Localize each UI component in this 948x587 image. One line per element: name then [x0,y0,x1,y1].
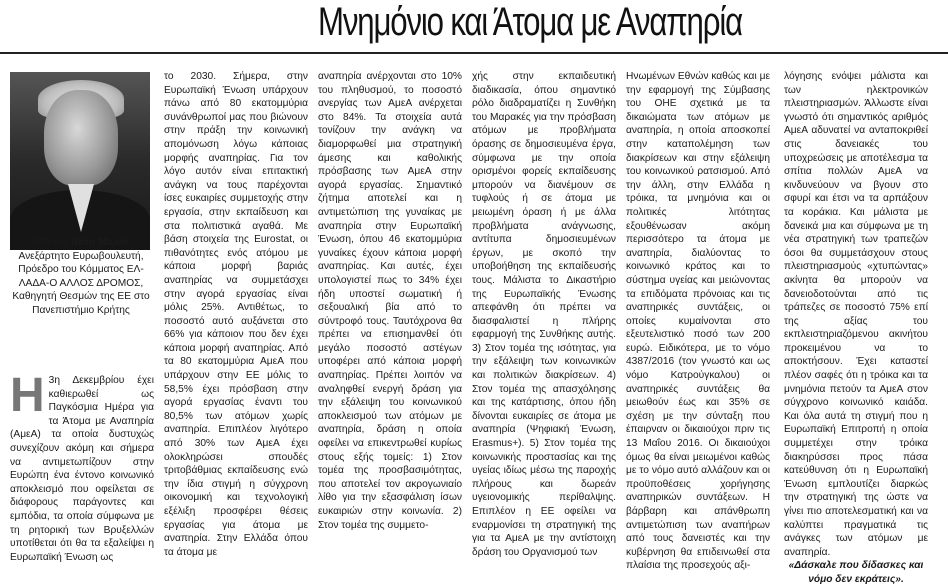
article-column-4 [472,70,616,577]
author-name: Νότη Μαριά [71,237,128,248]
byline-prefix: Από τον [31,237,72,248]
author-photo [10,72,150,232]
closing-motto: «Δάσκαλε που δίδασκες και νόμο δεν εκράτεις». [788,560,924,585]
drop-cap: Η [10,369,45,422]
column-1-text: 3η Δεκεμβρίου έχει καθιερωθεί ως Παγκόσμια Ημέρα για τα Άτομα με Αναπηρία (ΑμεΑ) τα οποία δυστυχώς συνεχίζουν ακόμη και σήμερα να αντιμετωπίζουν στην Ευρώπη ένα έντονο κοινωνικό αποκλεισμό που οφείλεται σε διάφορους παράγοντες και εμπόδια, τα οποία σύμφωνα με τη ρητορική των Βρυξελλών υποτίθεται ότι θα τα εξαλείψει η Ευρωπαϊκή Ένωση ως [10,375,154,563]
column-4-text: χής στην εκπαιδευτική διαδικασία, όπου σημαντικό ρόλο διαδραματίζει η Συνθήκη του Μαρακές για την πρόσβαση ατόμων με προβλήματα όρασης σε δημοσιευμένα έργα, σύμφωνα με την οποία ορισμένοι φορείς εκπαίδευσης μπορούν να διανέμουν σε τυφλούς ή σε άτομα με μειωμένη όραση ή με άλλα προβλήματα ανάγνωσης, αντίτυπα δημοσιευμένων έργων, με σκοπό την υποβοήθηση της εκπαίδευσής τους. Μάλιστα το Δικαστήριο της Ευρωπαϊκής Ένωσης απεφάνθη ότι πρέπει να διασφαλιστεί η πλήρης εφαρμογή της Συνθήκης αυτής. 3) Στον τομέα της ισότητας, για την εξάλειψη των κοινωνικών και πολιτικών διακρίσεων. 4) Στον τομέα της απασχόλησης και της κατάρτισης, όπου ήδη δίνονται ευκαιρίες σε άτομα με αναπηρία (Ψηφιακή Ένωση, Erasmus+). 5) Στον τομέα της κοινωνικής προστασίας και της υγείας ιδίως μέσω της παροχής πλήρους και δωρεάν υγειονομικής περίθαλψης. Επιπλέον η ΕΕ οφείλει να εναρμονίσει τη στρατηγική της για τα ΑμεΑ με την αντίστοιχη δράση του Οργανισμού των [472,71,616,558]
title-rule [0,52,948,54]
byline [8,236,154,318]
byline-rest: , Ανεξάρτητο Ευρωβουλευτή, Πρόεδρο του Κόμματος ΕΛ-ΛΑΔΑ-Ο ΑΛΛΟΣ ΔΡΟΜΟΣ, Καθηγητή Θεσμών της ΕΕ στο Πανεπιστήμιο Κρήτης [12,237,150,316]
article-column-6 [784,70,928,585]
article-title: Μνημόνιο και Άτομα με Αναπηρία [318,0,742,44]
article-column-3 [318,70,462,577]
column-3-text: αναπηρία ανέρχονται στο 10% του πληθυσμού, το ποσοστό ανεργίας των ΑμεΑ ανέρχεται στο 84%. Τα στοιχεία αυτά τονίζουν την ανάγκη να διαμορφωθεί μια στρατηγική άμεσης και καθολικής πρόσβασης των ΑμεΑ στην αγορά εργασίας. Σημαντικό ζήτημα αποτελεί και η αντιμετώπιση της γυναίκας με αναπηρία στην Ευρωπαϊκή Ένωση, όπου 46 εκατομμύρια γυναίκες έχουν κάποια μορφή αναπηρίας. Και αυτές, έχει υπολογιστεί πως το 34% έχει ήδη υποστεί σωματική ή σεξουαλική βία από το σύντροφό τους. Ταυτόχρονα θα πρέπει να επισημανθεί ότι μεγάλο ποσοστό αστέγων υποφέρει από κάποια μορφή αναπηρίας. Πρέπει λοιπόν να αναληφθεί ενεργή δράση για την εξάλειψη του κοινωνικού αποκλεισμού των ατόμων με αναπηρία, δράση η οποία οφείλει να επικεντρωθεί κυρίως στους εξής τομείς: 1) Στον τομέα της προσβασιμότητας, που αποτελεί τον ακρογωνιαίο λίθο για την εξασφάλιση ίσων ευκαιριών στην κοινωνία. 2) Στον τομέα της συμμετο- [318,71,462,531]
photo-face [44,90,118,186]
column-6-text: λόγησης ενόψει μάλιστα και των ηλεκτρονικών πλειστηριασμών. Άλλωστε είναι γνωστό ότι σημαντικός αριθμός ΑμεΑ αδυνατεί να ανταποκριθεί στις δανειακές του υποχρεώσεις με αποτέλεσμα τα σπίτια πολλών ΑμεΑ να κινδυνεύουν να βγουν στο σφυρί και έτσι να τα αρπάξουν τα κοράκια. Και μάλιστα με δανεικά μια και σύμφωνα με τη νέα στρατηγική των τραπεζών όσοι θα συμμετάσχουν στους πλειστηριασμούς «χτυπώντας» ακίνητα θα μπορούν να δανειοδοτούνται από τις τράπεζες σε ποσοστό 75% επί της αξίας του εκπλειστηριαζόμενου ακινήτου προκειμένου να το αποκτήσουν. Έχει καταστεί πλέον σαφές ότι η τρόικα και τα μνημόνια πετούν τα ΑμεΑ στον σύγχρονο κοινωνικό καιάδα. Και όλα αυτά τη στιγμή που η Ευρωπαϊκή Επιτροπή η οποία συμμετέχει στην τρόικα διακηρύσσει προς πάσα κατεύθυνση ότι η Ευρωπαϊκή Ένωση εμπλουτίζει διαρκώς την στρατηγική της ώστε να γίνει πιο αποτελεσματική και να καλύπτει πραγματικά τις ανάγκες των ατόμων με αναπηρία. [784,71,928,558]
article-column-5 [626,70,770,577]
article-column-2 [164,70,308,577]
column-5-text: Ηνωμένων Εθνών καθώς και με την εφαρμογή της Σύμβασης του ΟΗΕ σχετικά με τα δικαιώματα των ατόμων με αναπηρία, η οποία αποσκοπεί στην καταπολέμηση των διακρίσεων και στην εξάλειψη του κοινωνικού ρατσισμού. Από την άλλη, στην Ελλάδα η τρόικα, τα μνημόνια και οι πολιτικές λιτότητας εξουθένωσαν ακόμη περισσότερο τα άτομα με αναπηρία, διαλύοντας το κοινωνικό κράτος και το σύστημα υγείας και μειώνοντας τα επιδόματα πρόνοιας και τις αναπηρικές συντάξεις, οι οποίες κυμαίνονται στο εξευτελιστικό ποσό των 200 ευρώ. Ειδικότερα, με το νόμο 4387/2016 (τον γνωστό και ως νόμο Κατρούγκαλου) οι αναπηρικές συντάξεις θα μειωθούν έως και 35% σε σχέση με την σύνταξη που έπαιρναν οι δικαιούχοι πριν τις 13 Μαΐου 2016. Οι δικαιούχοι όμως θα είναι μειωμένοι καθώς με το νόμο αυτό αλλάζουν και οι προϋποθέσεις χορήγησης αναπηρικών συντάξεων. Η βάρβαρη και απάνθρωπη αντιμετώπιση των αναπήρων από τους δανειστές και την κυβέρνηση θα επιδεινωθεί στα πλαίσια της προσεχούς αξι- [626,71,770,572]
article-column-1 [10,369,154,577]
column-2-text: το 2030. Σήμερα, στην Ευρωπαϊκή Ένωση υπάρχουν πάνω από 80 εκατομμύρια συνάνθρωποί μας που βιώνουν στην πράξη την κοινωνική απομόνωση λόγω κάποιας μορφής αναπηρίας. Για τον λόγο αυτόν είναι επιτακτική ανάγκη να τους παρέχονται ίσες ευκαιρίες συμμετοχής στην εργασία, στην εκπαίδευση και στα πολιτιστικά αγαθά. Με βάση στοιχεία της Eurostat, οι πιθανότητες ενός ατόμου με κάποια μορφή βαριάς αναπηρίας να συμμετάσχει στην αγορά εργασίας είναι μόλις 25%. Αντιθέτως, το ποσοστό αυτό αυξάνεται στο 66% για κάποιον που δεν έχει κάποια μορφή αναπηρίας. Από τα 80 εκατομμύρια ΑμεΑ που υπάρχουν στην ΕΕ μόλις το 58,5% έχει πρόσβαση στην αγορά εργασίας έναντι του 80,5% των ατόμων χωρίς αναπηρία. Επιπλέον λιγότερο από 30% των ΑμεΑ έχει ολοκληρώσει σπουδές τριτοβάθμιας εκπαίδευσης ενώ την ίδια στιγμή η σύγχρονη οικονομική και τεχνολογική εξέλιξη προσφέρει θέσεις εργασίας για άτομα με αναπηρία. Στην Ελλάδα όπου τα άτομα με [164,71,308,558]
